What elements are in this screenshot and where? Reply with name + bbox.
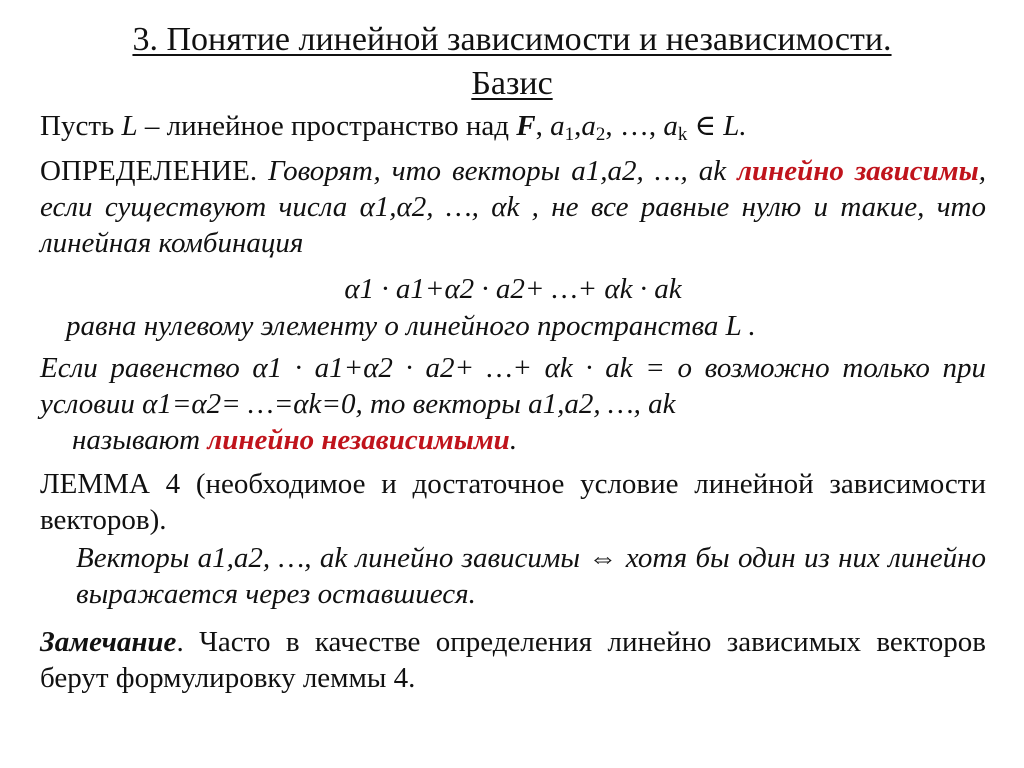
lemma-statement: [76, 540, 986, 612]
vector-a: a: [550, 110, 565, 142]
title-line-2: Базис: [471, 65, 553, 102]
independence-paragraph: [40, 350, 986, 458]
lemma-text-2: линейно зависимы: [347, 542, 589, 574]
vector-a: a: [663, 110, 678, 142]
intro-line: [40, 108, 986, 144]
sub-k: k: [677, 124, 688, 145]
space-symbol-2: L.: [723, 110, 747, 142]
independence-condition: α1=α2= …=αk=0,: [142, 388, 363, 420]
slide-title: [0, 18, 1024, 106]
independence-formula: α1 · a1+α2 · a2+ …+ αk · ak = о: [252, 352, 692, 384]
period: .: [509, 424, 518, 456]
formula-text: α1 · a1+α2 · a2+ …+ αk · ak: [344, 273, 682, 305]
space-symbol: L: [121, 110, 138, 142]
independence-text-4: называют: [72, 424, 208, 456]
title-line-1: 3. Понятие линейной зависимости и независимости.: [132, 21, 892, 58]
independence-vectors: a1,a2, …, ak: [528, 388, 676, 420]
comma: ,: [574, 110, 582, 142]
ellipsis: , …,: [605, 110, 664, 142]
element-of-symbol: ∈: [687, 110, 724, 142]
linear-combination-formula: [40, 271, 986, 307]
lemma-title: ЛЕММА 4 (необходимое и достаточное условие линейной зависимости векторов).: [40, 468, 986, 536]
sub-2: 2: [595, 124, 606, 145]
remark-heading: Замечание: [40, 626, 177, 658]
remark-paragraph: [40, 624, 986, 696]
definition-text-1: Говорят, что векторы: [268, 155, 572, 187]
intro-text: Пусть: [40, 110, 122, 142]
lemma-vectors: a1,a2, …, ak: [197, 542, 348, 574]
sub-1: 1: [564, 124, 575, 145]
term-linearly-dependent: линейно зависимы: [737, 155, 979, 187]
definition-text-4: равна нулевому элементу о линейного пространства L .: [66, 310, 756, 342]
vector-a: a: [581, 110, 596, 142]
definition-text-2: , если существуют числа: [40, 155, 987, 223]
lemma-text-3: хотя бы один из них линейно выражается через оставшиеся.: [76, 542, 986, 610]
definition-text-3: не все равные нулю и такие, что линейная комбинация: [40, 191, 986, 259]
lemma-heading: [40, 466, 986, 538]
definition-heading: ОПРЕДЕЛЕНИЕ.: [40, 155, 269, 187]
definition-paragraph: [40, 153, 986, 261]
intro-text-2: – линейное пространство над: [137, 110, 517, 142]
independence-text-1: Если равенство: [40, 352, 253, 384]
iff-symbol: ⇔: [588, 542, 618, 574]
field-symbol: F: [516, 110, 536, 142]
independence-text-2: возможно только при условии: [40, 352, 986, 420]
lemma-text-1: Векторы: [76, 542, 198, 574]
term-linearly-independent: линейно независимыми: [207, 424, 510, 456]
independence-text-3: то векторы: [362, 388, 529, 420]
remark-text: . Часто в качестве определения линейно зависимых векторов берут формулировку леммы 4.: [40, 626, 986, 694]
definition-vectors: a1,a2, …, ak: [571, 155, 727, 187]
definition-alphas: α1,α2, …, αk ,: [359, 191, 539, 223]
definition-end: [66, 308, 986, 344]
intro-comma: ,: [535, 110, 551, 142]
